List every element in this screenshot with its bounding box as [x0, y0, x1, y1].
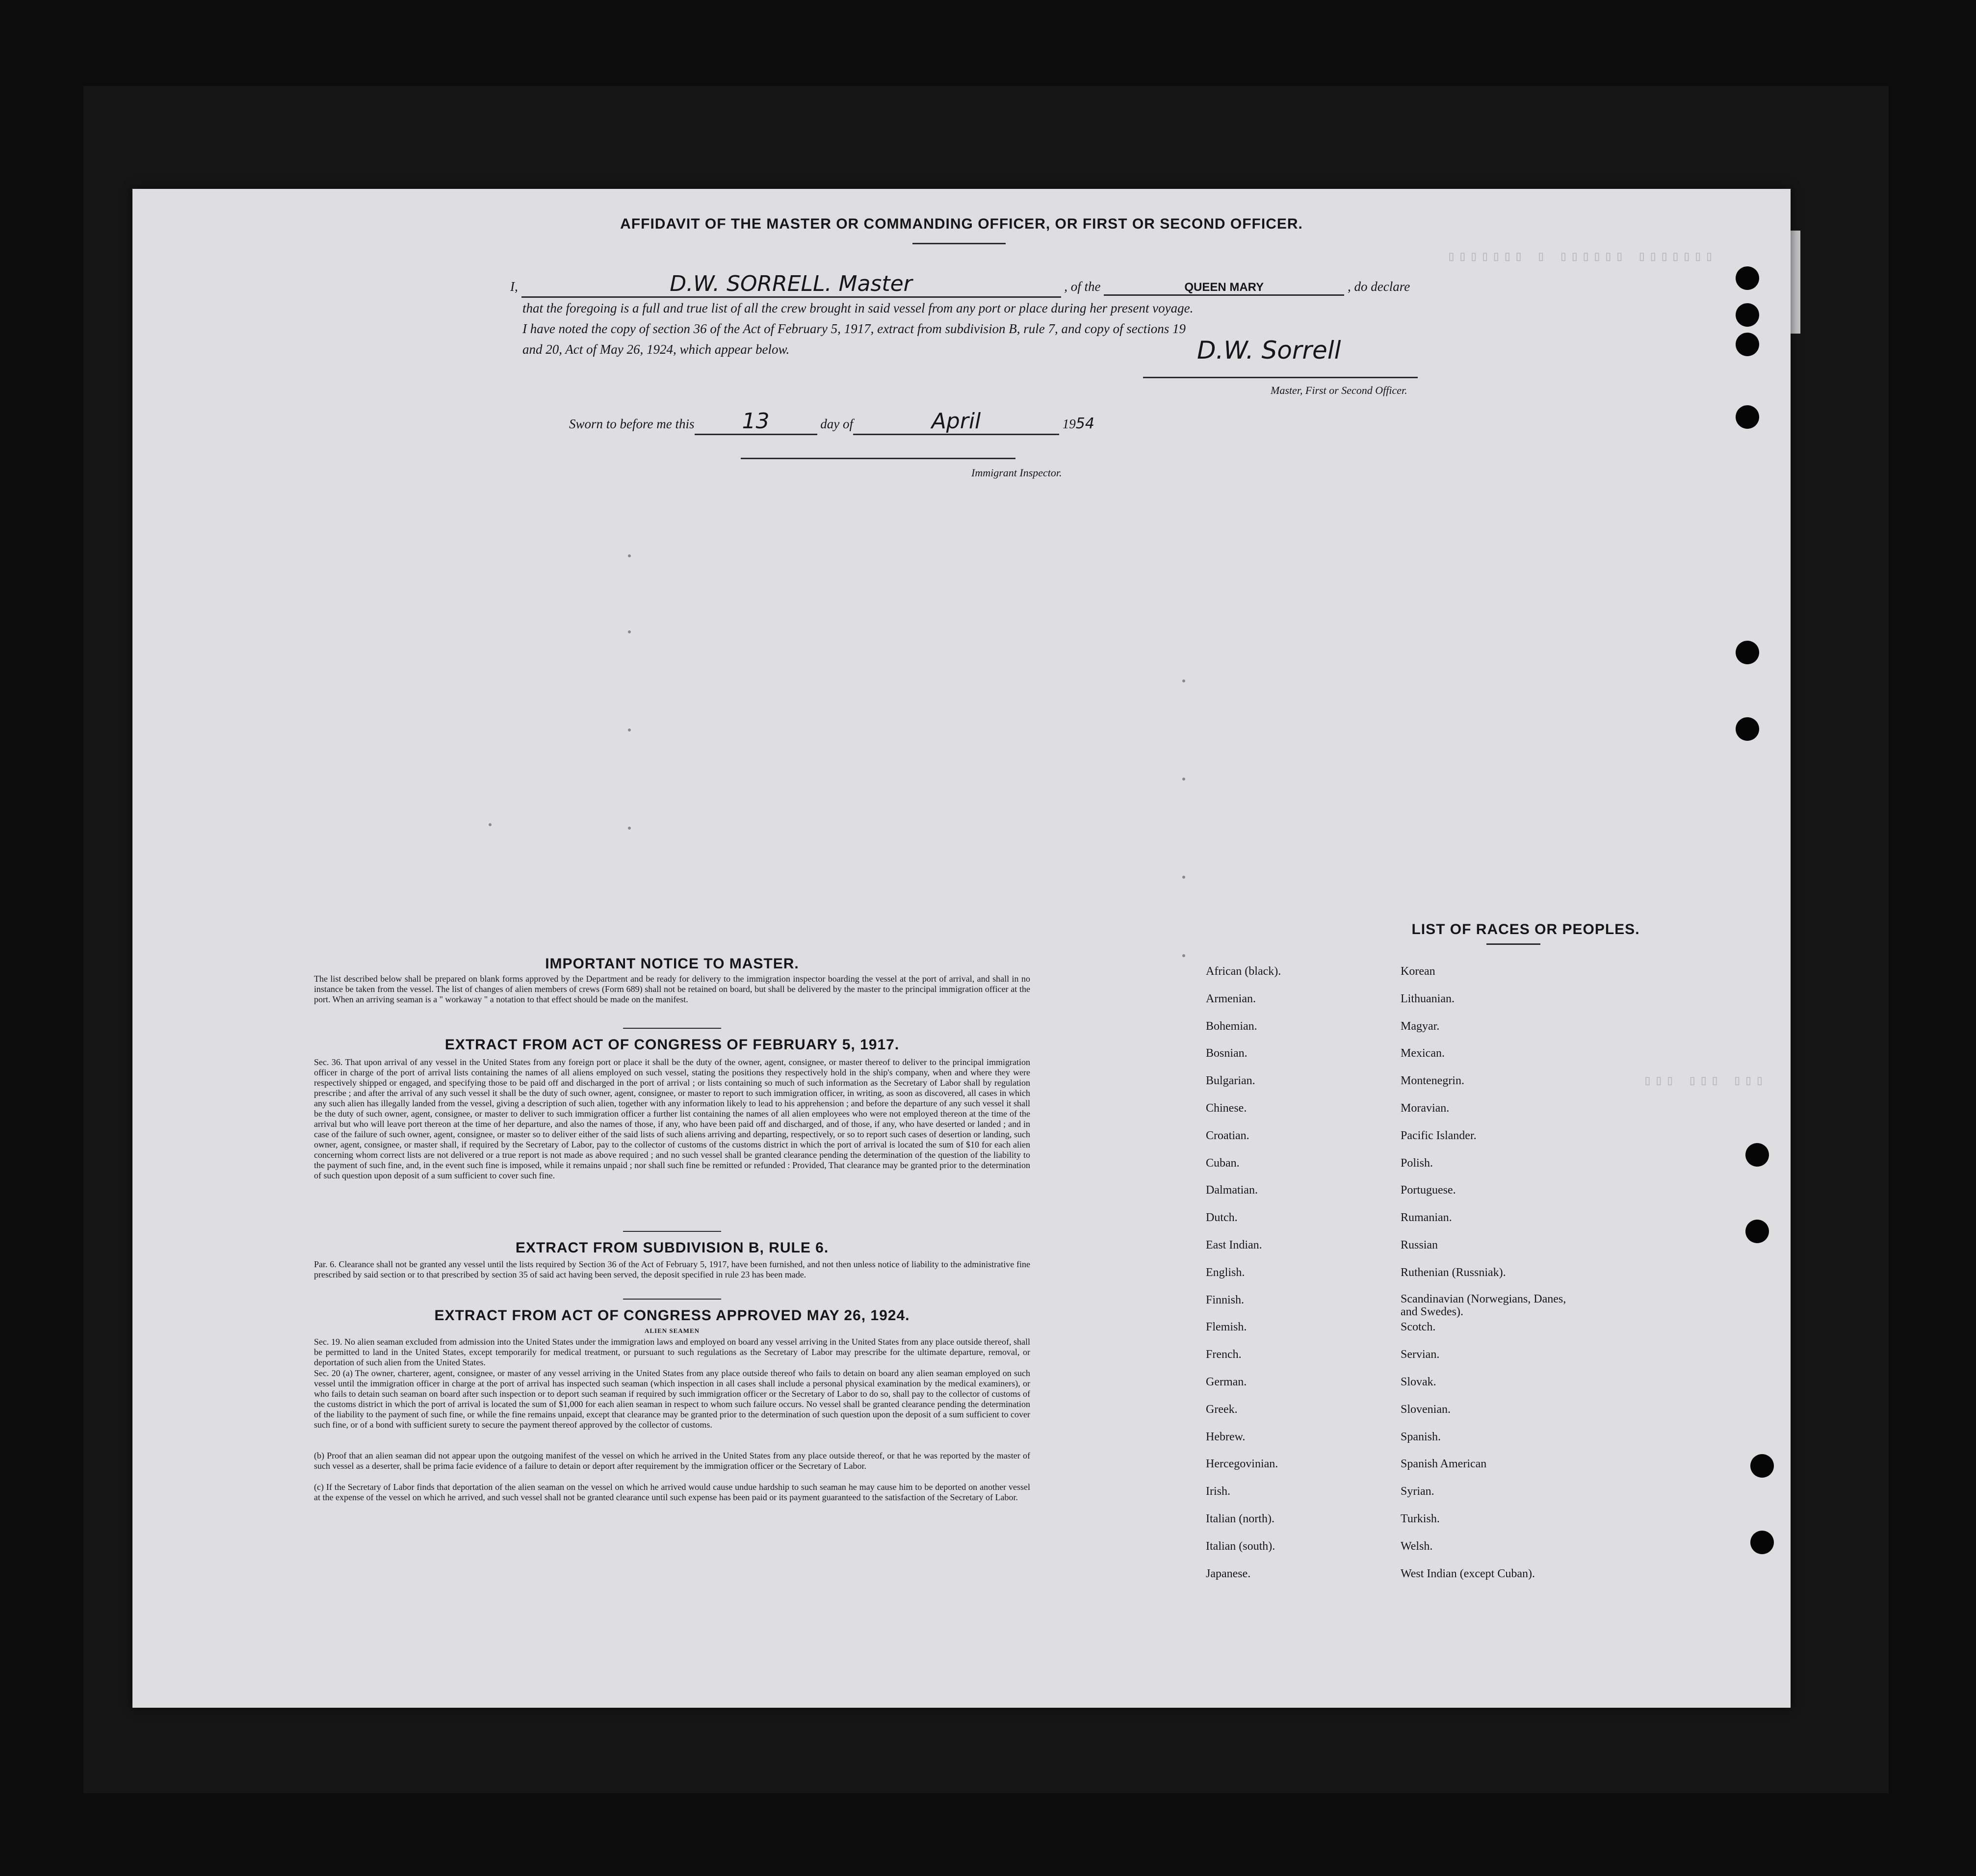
master-name-field: D.W. SORRELL. Master [521, 271, 1061, 298]
speck [1182, 679, 1185, 682]
race-item: Bulgarian. [1206, 1074, 1255, 1088]
sec19-text: Sec. 19. No alien seaman excluded from admission into the United States under the immigration laws and employed on board any vessel arriving in the United States from any place outside thereof, shall be permitted to land in the United States, except temporarily for medical treatment, or pursuant to such regulations as the Secretary of Labor may prescribe for the ultimate departure, removal, or deportation of such alien from the United States. [314, 1337, 1030, 1367]
do-declare-label: , do declare [1348, 279, 1410, 294]
binder-hole [1750, 1454, 1774, 1478]
races-title-rule [1486, 943, 1540, 945]
race-item: Pacific Islander. [1401, 1129, 1477, 1142]
speck [628, 729, 631, 731]
binder-hole [1750, 1531, 1774, 1554]
race-item: Flemish. [1206, 1321, 1247, 1334]
sec20a-text: Sec. 20 (a) The owner, charterer, agent, consignee, or master of any vessel arriving in the United States from any place outside thereof who fails to detain on board any alien seaman employed on such vessel until the immigration officer in charge at the port of arrival has inspected such seaman (which inspection in all cases shall include a personal physical examination by the medical examiners), or who fails to detain such seaman on board after such inspection or to deport such seaman if required by such immigration officer or the Secretary of Labor to do so, shall pay to the collector of customs of the customs district in which the port of arrival is located the sum of $1,000 for each alien seaman in respect to whom such failure occurs. No vessel shall be granted clearance pending the determination of the liability to the payment of such fine, or while the fine remains unpaid, except that clearance may be granted prior to the determination of such question upon the deposit of a sum sufficient to cover such fine, or of a bond with sufficient surety to secure the payment thereof approved by the collector of customs. [314, 1368, 1030, 1430]
race-item: Magyar. [1401, 1019, 1440, 1033]
i-label: I, [510, 279, 518, 294]
race-item: Slovenian. [1401, 1403, 1451, 1416]
race-item: Cuban. [1206, 1156, 1240, 1170]
race-item: Greek. [1206, 1403, 1238, 1416]
race-item: Lithuanian. [1401, 992, 1455, 1005]
speck [628, 554, 631, 557]
year-prefix: 19 [1062, 417, 1076, 431]
race-item: Bosnian. [1206, 1047, 1248, 1060]
race-item: Montenegrin. [1401, 1074, 1464, 1088]
master-signature: D.W. Sorrell [1197, 336, 1341, 365]
extract-1917-text: Sec. 36. That upon arrival of any vessel in the United States from any foreign port or place it shall be the duty of the owner, agent, consignee, or master thereof to deliver to the principal immigration officer in charge of the port of arrival lists containing the names of all aliens employed on such vessel, stating the positions they respectively hold in the ship's company, when and where they were respectively shipped or engaged, and specifying those to be paid off and discharged in the port of arrival ; or lists containing so much of such information as the Secretary of Labor shall by regulation prescribe ; and after the arrival of any such vessel it shall be the duty of such owner, agent, consignee, or master to report to such immigration officer, in writing, as soon as discovered, all cases in which any such alien has illegally landed from the vessel, giving a description of such alien, together with any information likely to lead to his apprehension ; and before the departure of any such vessel it shall be the duty of such owner, agent, consignee, or master to deliver to such immigration officer a further list containing the names of all alien employees who were not employed thereon at the time of the arrival but who will leave port thereon at the time of her departure, and also the names of those, if any, who have been paid off and discharged, and of those, if any, who have deserted or landed ; and in case of the failure of such owner, agent, consignee, or master so to deliver either of the said lists of such aliens arriving and departing, respectively, or so to report such cases of desertion or landing, such owner, agent, consignee, or master shall, if required by the Secretary of Labor, pay to the collector of customs of the customs district in which the port of arrival is located the sum of $10 for each alien concerning whom correct lists are not delivered or a true report is not made as above required ; and no such vessel shall be granted clearance pending the determination of the question of the liability to the payment of such fine, and, in the event such fine is imposed, while it remains unpaid ; nor shall such fine be remitted or refunded : Provided, That clearance may be granted prior to the determination of such question upon deposit of a sum sufficient to cover such fine. [314, 1057, 1030, 1180]
vessel-name-field: QUEEN MARY [1104, 281, 1344, 296]
race-item: Italian (north). [1206, 1512, 1274, 1525]
speck [489, 823, 492, 826]
sworn-month-field: April [853, 409, 1059, 435]
race-item: English. [1206, 1266, 1245, 1279]
section-rule [623, 1231, 721, 1232]
race-item: Spanish. [1401, 1430, 1441, 1443]
speck [1182, 876, 1185, 879]
race-item: Japanese. [1206, 1567, 1251, 1580]
race-item: Italian (south). [1206, 1539, 1275, 1553]
year-suffix: 54 [1075, 415, 1094, 432]
binder-hole [1745, 1220, 1769, 1243]
race-item: Welsh. [1401, 1539, 1433, 1553]
race-item: Hebrew. [1206, 1430, 1246, 1443]
race-item: Rumanian. [1401, 1211, 1452, 1225]
section-rule [623, 1028, 721, 1029]
race-item: Polish. [1401, 1156, 1433, 1170]
race-item: Irish. [1206, 1485, 1230, 1498]
signature-rule [1143, 377, 1418, 378]
races-column-2 [1401, 964, 1587, 1593]
affidavit-line-3: I have noted the copy of section 36 of the Act of February 5, 1917, extract from subdivision B, rule 7, and copy of sections 19 [522, 321, 1186, 336]
race-item: Armenian. [1206, 992, 1256, 1005]
extract-rule6-text: Par. 6. Clearance shall not be granted any vessel until the lists required by Section 36 of the Act of February 5, 1917, have been furnished, and not then unless notice of liability to the administrative fine prescribed by said section or to that prescribed by section 35 of said act having been served, the deposit specified in rule 23 has been made. [314, 1259, 1030, 1279]
race-item: Spanish American [1401, 1458, 1487, 1471]
sec20c-text: (c) If the Secretary of Labor finds that deportation of the alien seaman on the vessel on which he arrived would cause undue hardship to such seaman he may cause him to be deported on another vessel at the expense of the vessel on which he arrived, and such vessel shall not be granted clearance until such expense has been paid or its payment guaranteed to the satisfaction of the Secretary of Labor. [314, 1482, 1030, 1502]
sworn-day-field: 13 [695, 409, 817, 435]
race-item: Scotch. [1401, 1321, 1436, 1334]
races-title: LIST OF RACES OR PEOPLES. [1411, 921, 1640, 938]
race-item: African (black). [1206, 965, 1281, 978]
binder-hole [1736, 641, 1759, 664]
affidavit-line-1 [510, 271, 1457, 298]
race-item: Mexican. [1401, 1047, 1445, 1060]
binder-hole [1736, 266, 1759, 290]
race-item: Dutch. [1206, 1211, 1238, 1225]
affidavit-line-2: that the foregoing is a full and true list of all the crew brought in said vessel from any port or place during her present voyage. [522, 301, 1194, 315]
speck [628, 827, 631, 830]
race-item: Portuguese. [1401, 1184, 1456, 1197]
extract-rule6-title: EXTRACT FROM SUBDIVISION B, RULE 6. [515, 1240, 829, 1256]
notice-text: The list described below shall be prepared on blank forms approved by the Department and be ready for delivery to the immigration inspector boarding the vessel at the port of arrival, and shall in no instance be taken from the vessel. The list of changes of alien members of crews (Form 689) shall not be retained on board, but shall be delivered by the master to the principal immigration officer at the port. When an arriving seaman is a " workaway " a notation to that effect should be made on the manifest. [314, 974, 1030, 1004]
section-rule [623, 1299, 721, 1300]
extract-1924-title: EXTRACT FROM ACT OF CONGRESS APPROVED MAY 26, 1924. [434, 1307, 910, 1324]
affidavit-line-4: and 20, Act of May 26, 1924, which appear below. [522, 342, 790, 357]
race-item: Syrian. [1401, 1485, 1434, 1498]
race-item: Moravian. [1401, 1101, 1450, 1115]
race-item: Ruthenian (Russniak). [1401, 1266, 1506, 1279]
affidavit-title: AFFIDAVIT OF THE MASTER OR COMMANDING OFFICER, OR FIRST OR SECOND OFFICER. [620, 216, 1303, 232]
speck [1182, 954, 1185, 957]
bleed-through-text: ▯▯▯ ▯▯▯ ▯▯▯ [1643, 1074, 1767, 1089]
race-item: Bohemian. [1206, 1019, 1257, 1033]
race-item: East Indian. [1206, 1238, 1262, 1251]
races-column-1 [1206, 964, 1382, 1593]
speck [628, 630, 631, 633]
bleed-through-text: ▯▯▯▯▯▯▯ ▯ ▯▯▯▯▯▯ ▯▯▯▯▯▯▯ [1447, 250, 1716, 265]
binder-hole [1745, 1143, 1769, 1167]
inspector-rule [741, 458, 1015, 459]
race-item: Korean [1401, 965, 1435, 978]
document-page [132, 189, 1791, 1708]
day-of-label: day of [820, 417, 853, 431]
race-item: Russian [1401, 1238, 1438, 1251]
inspector-caption: Immigrant Inspector. [971, 467, 1062, 479]
extract-1917-title: EXTRACT FROM ACT OF CONGRESS OF FEBRUARY 5, 1917. [444, 1037, 900, 1053]
race-item: Croatian. [1206, 1129, 1249, 1142]
notice-title: IMPORTANT NOTICE TO MASTER. [545, 956, 799, 972]
binder-hole [1736, 333, 1759, 356]
sworn-label: Sworn to before me this [569, 417, 695, 431]
race-item: West Indian (except Cuban). [1401, 1567, 1535, 1580]
race-item: Servian. [1401, 1348, 1440, 1361]
sec20b-text: (b) Proof that an alien seaman did not appear upon the outgoing manifest of the vessel on which he arrived in the United States from any place outside thereof, or that he was reported by the master of such vessel as a deserter, shall be prima facie evidence of a failure to detain or deport after requirement by the immigration officer or the Secretary of Labor. [314, 1451, 1030, 1471]
race-item: Scandinavian (Norwegians, Danes, and Swedes). [1401, 1292, 1566, 1318]
title-rule [912, 243, 1006, 244]
binder-hole [1736, 405, 1759, 429]
binder-hole [1736, 717, 1759, 741]
alien-seamen-subtitle: ALIEN SEAMEN [644, 1327, 700, 1334]
race-item: Slovak. [1401, 1375, 1436, 1388]
race-item: German. [1206, 1375, 1247, 1388]
binder-hole [1736, 303, 1759, 327]
signature-caption: Master, First or Second Officer. [1271, 384, 1407, 396]
sworn-line [569, 409, 1094, 435]
speck [1182, 778, 1185, 781]
of-the-label: , of the [1064, 279, 1101, 294]
race-item: Chinese. [1206, 1101, 1247, 1115]
race-item: French. [1206, 1348, 1242, 1361]
race-item: Turkish. [1401, 1512, 1440, 1525]
race-item: Dalmatian. [1206, 1184, 1258, 1197]
race-item: Finnish. [1206, 1293, 1245, 1306]
race-item: Hercegovinian. [1206, 1458, 1278, 1471]
